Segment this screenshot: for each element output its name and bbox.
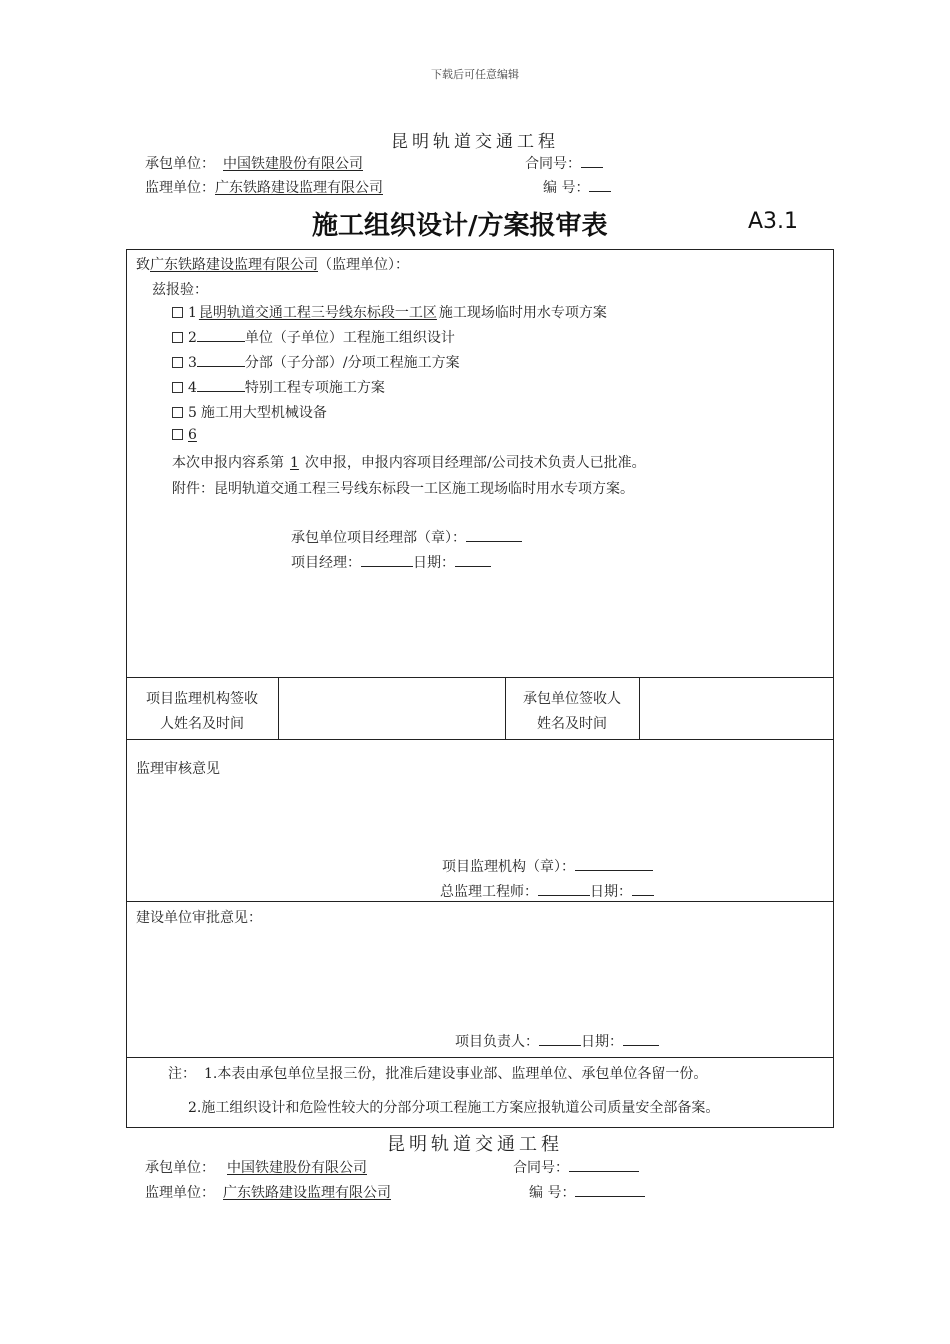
item-5-text: 施工用大型机械设备 — [200, 405, 327, 421]
contract-no-blank — [581, 154, 603, 168]
item-6-num: 6 — [188, 427, 197, 443]
contractor-receipt-line2: 姓名及时间 — [537, 716, 607, 732]
item-4-num: 4 — [188, 380, 197, 396]
note-prefix: 注： — [168, 1066, 196, 1082]
footer-project-title: 昆明轨道交通工程 — [387, 1134, 563, 1155]
supervision-org-row — [442, 856, 653, 876]
addressee-prefix: 致 — [136, 257, 150, 273]
submit-label: 兹报验： — [152, 282, 208, 298]
contract-no-row — [525, 153, 603, 173]
item-3-blank — [197, 353, 245, 367]
pm-blank — [361, 553, 413, 567]
checkbox-3[interactable] — [172, 357, 183, 368]
checkbox-1[interactable] — [172, 307, 183, 318]
pm-date-blank — [455, 553, 491, 567]
addressee-row — [136, 254, 409, 274]
item-1-text: 施工现场临时用水专项方案 — [438, 305, 607, 321]
contractor-receipt-line1: 承包单位签收人 — [523, 691, 621, 707]
footer-supervisor-row — [145, 1182, 409, 1202]
supervision-review-title: 监理审核意见 — [136, 761, 220, 777]
checkbox-4[interactable] — [172, 382, 183, 393]
chief-engineer-blank — [538, 882, 590, 896]
dept-stamp-blank — [466, 528, 522, 542]
owner-approval-title: 建设单位审批意见： — [136, 910, 262, 926]
serial-blank — [589, 178, 611, 192]
checkbox-6[interactable] — [172, 429, 183, 440]
item-1-num: 1 — [188, 305, 197, 321]
owner-date-label: 日期： — [581, 1034, 623, 1050]
supervision-org-label: 项目监理机构（章）： — [442, 859, 575, 875]
checkbox-5[interactable] — [172, 407, 183, 418]
footer-supervisor-label: 监理单位： — [145, 1185, 215, 1201]
pm-row — [291, 552, 491, 572]
addressee-suffix: （监理单位）： — [318, 257, 409, 273]
contractor-receipt-label — [505, 687, 639, 737]
item-3 — [172, 352, 460, 372]
contractor-label: 承包单位： — [145, 156, 215, 172]
addressee-value: 广东铁路建设监理有限公司 — [150, 257, 318, 273]
item-2 — [172, 327, 455, 347]
declaration-b: 次申报，申报内容项目经理部/公司技术负责人已批准。 — [304, 455, 646, 471]
supervisor-label: 监理单位： — [145, 180, 215, 196]
footer-contractor-value: 中国铁建股份有限公司 — [227, 1160, 367, 1176]
declaration-num: 1 — [290, 455, 299, 471]
owner-resp-label: 项目负责人： — [455, 1034, 539, 1050]
dept-stamp-label: 承包单位项目经理部（章）： — [291, 530, 466, 546]
checkbox-2[interactable] — [172, 332, 183, 343]
col-divider-1 — [278, 677, 279, 739]
contractor-value: 中国铁建股份有限公司 — [223, 156, 363, 172]
owner-date-blank — [623, 1032, 659, 1046]
footer-contractor-label: 承包单位： — [145, 1160, 215, 1176]
pm-date-label: 日期： — [413, 555, 455, 571]
attachment: 附件：昆明轨道交通工程三号线东标段一工区施工现场临时用水专项方案。 — [172, 481, 634, 497]
form-title: 施工组织设计/方案报审表 — [312, 211, 608, 241]
footer-contract-no-label: 合同号： — [513, 1160, 569, 1176]
footer-contract-no-row — [513, 1157, 639, 1177]
item-1-filled: 昆明轨道交通工程三号线东标段一工区 — [198, 305, 437, 321]
footer-serial-label: 编 号： — [529, 1185, 576, 1201]
chief-date-label: 日期： — [590, 884, 632, 900]
declaration-a: 本次申报内容系第 — [172, 455, 284, 471]
item-3-num: 3 — [188, 355, 197, 371]
chief-date-blank — [632, 882, 654, 896]
owner-resp-row — [455, 1031, 659, 1051]
contractor-row — [145, 153, 373, 173]
supervisor-receipt-line2: 人姓名及时间 — [160, 716, 244, 732]
supervision-org-blank — [575, 857, 653, 871]
contract-no-label: 合同号： — [525, 156, 581, 172]
divider-2 — [126, 739, 834, 740]
divider-1 — [126, 677, 834, 678]
note-1: 1.本表由承包单位呈报三份，批准后建设事业部、监理单位、承包单位各留一份。 — [204, 1066, 708, 1082]
declaration — [172, 452, 646, 472]
pm-label: 项目经理： — [291, 555, 361, 571]
supervisor-value: 广东铁路建设监理有限公司 — [215, 180, 383, 196]
supervisor-receipt-line1: 项目监理机构签收 — [146, 691, 258, 707]
project-title: 昆明轨道交通工程 — [391, 132, 559, 152]
serial-row — [543, 177, 611, 197]
form-code: A3.1 — [748, 209, 799, 234]
supervisor-receipt-label — [126, 687, 278, 737]
watermark-text: 下载后可任意编辑 — [431, 68, 519, 81]
note-1-row — [168, 1063, 707, 1083]
item-4-text: 特别工程专项施工方案 — [244, 380, 385, 396]
divider-3 — [126, 901, 834, 902]
item-2-num: 2 — [188, 330, 197, 346]
chief-engineer-label: 总监理工程师： — [440, 884, 538, 900]
chief-engineer-row — [440, 881, 654, 901]
item-1 — [172, 302, 607, 322]
item-4-blank — [197, 378, 245, 392]
item-2-text: 单位（子单位）工程施工组织设计 — [244, 330, 455, 346]
item-5-num: 5 — [188, 405, 197, 421]
col-divider-3 — [639, 677, 640, 739]
footer-serial-blank — [575, 1183, 645, 1197]
footer-supervisor-value: 广东铁路建设监理有限公司 — [223, 1185, 391, 1201]
dept-stamp-row — [291, 527, 522, 547]
serial-label: 编 号： — [543, 180, 590, 196]
note-2: 2.施工组织设计和危险性较大的分部分项工程施工方案应报轨道公司质量安全部备案。 — [188, 1100, 720, 1116]
supervisor-row — [145, 177, 387, 197]
owner-resp-blank — [539, 1032, 581, 1046]
item-5 — [172, 402, 327, 422]
item-2-blank — [197, 328, 245, 342]
divider-4 — [126, 1057, 834, 1058]
footer-serial-row — [529, 1182, 645, 1202]
item-3-text: 分部（子分部）/分项工程施工方案 — [244, 355, 460, 371]
footer-contractor-row — [145, 1157, 397, 1177]
item-4 — [172, 377, 385, 397]
footer-contract-no-blank — [569, 1158, 639, 1172]
item-6 — [172, 427, 197, 443]
